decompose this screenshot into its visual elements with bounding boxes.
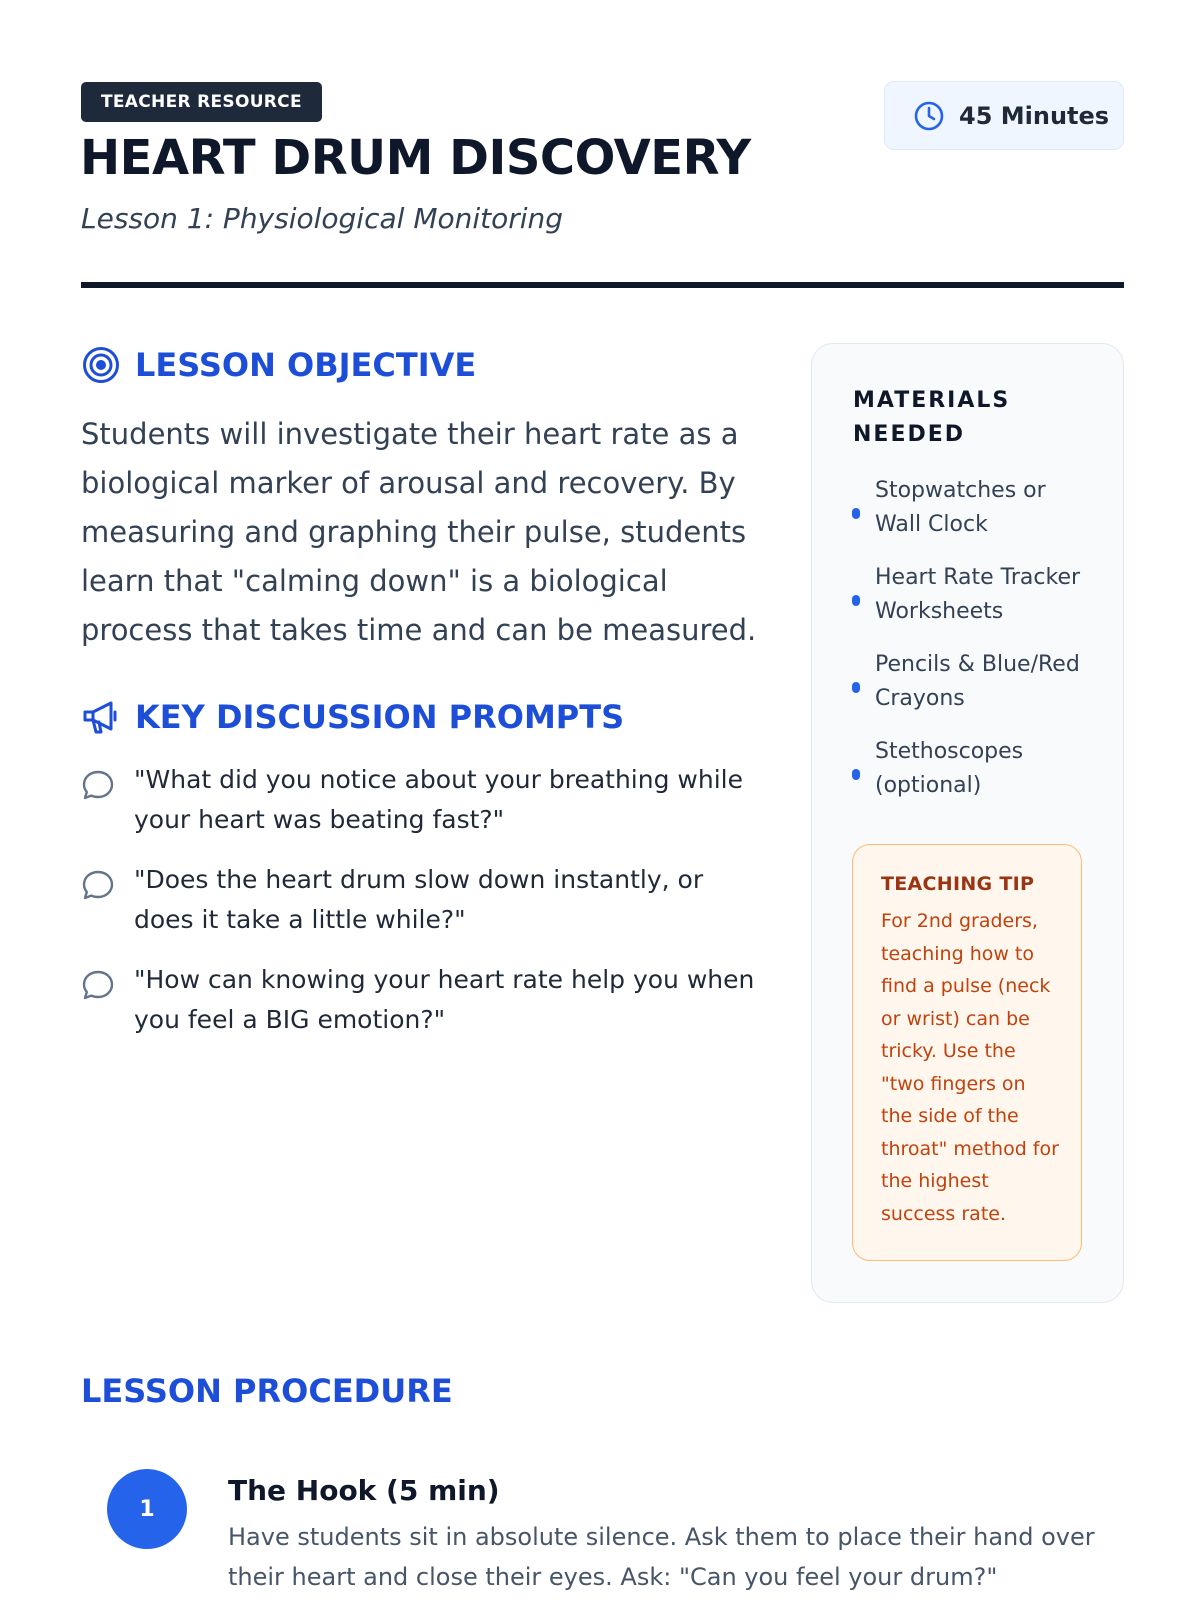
speech-bubble-icon xyxy=(81,868,115,902)
speech-bubble-icon xyxy=(81,968,115,1002)
list-item: Stethoscopes (optional) xyxy=(852,735,1092,822)
objective-text: Students will investigate their heart rate as a biological marker of arousal and recovery. By measuring and graphing their pulse, students learn that "calming down" is a biological process that takes time and can be measured. xyxy=(81,417,757,647)
materials-sidebar xyxy=(811,343,1124,1303)
megaphone-icon xyxy=(81,697,121,737)
objective-heading xyxy=(81,345,476,385)
clock-icon xyxy=(913,100,945,132)
objective-heading-text: LESSON OBJECTIVE xyxy=(135,346,477,384)
prompt-text: "Does the heart drum slow down instantly, or does it take a little while?" xyxy=(134,865,704,934)
prompts-heading-text: KEY DISCUSSION PROMPTS xyxy=(135,698,625,736)
duration-label: 45 Minutes xyxy=(959,101,1110,130)
prompts-heading xyxy=(81,697,624,737)
discussion-prompts-list xyxy=(81,760,761,1060)
speech-bubble-icon xyxy=(81,768,115,802)
step-description: Have students sit in absolute silence. Ask them to place their hand over their heart and close their eyes. Ask: "Can you feel your drum?" xyxy=(228,1523,1095,1591)
list-item xyxy=(81,760,761,840)
step-title: The Hook (5 min) xyxy=(228,1474,500,1507)
list-item xyxy=(81,960,761,1040)
materials-heading: MATERIALS NEEDED xyxy=(853,388,1011,447)
teaching-tip-text: For 2nd graders, teaching how to find a pulse (neck or wrist) can be tricky. Use the "two fingers on the side of the throat" method for the highest success rate. xyxy=(881,910,1059,1225)
procedure-heading: LESSON PROCEDURE xyxy=(81,1372,453,1410)
list-item xyxy=(81,860,761,940)
materials-list xyxy=(852,474,1092,822)
prompt-text: "How can knowing your heart rate help you when you feel a BIG emotion?" xyxy=(134,965,755,1034)
header-divider xyxy=(81,282,1124,288)
list-item: Stopwatches or Wall Clock xyxy=(852,474,1092,561)
list-item: Pencils & Blue/Red Crayons xyxy=(852,648,1092,735)
lesson-subtitle: Lesson 1: Physiological Monitoring xyxy=(81,202,564,235)
target-icon xyxy=(81,345,121,385)
teaching-tip-heading: TEACHING TIP xyxy=(881,873,1035,895)
duration-pill xyxy=(884,81,1124,150)
page-title: HEART DRUM DISCOVERY xyxy=(80,130,751,186)
list-item: Heart Rate Tracker Worksheets xyxy=(852,561,1092,648)
prompt-text: "What did you notice about your breathing while your heart was beating fast?" xyxy=(134,765,743,834)
step-number-badge: 1 xyxy=(107,1469,187,1549)
teacher-resource-badge: TEACHER RESOURCE xyxy=(81,82,322,122)
teaching-tip-card xyxy=(852,844,1082,1261)
